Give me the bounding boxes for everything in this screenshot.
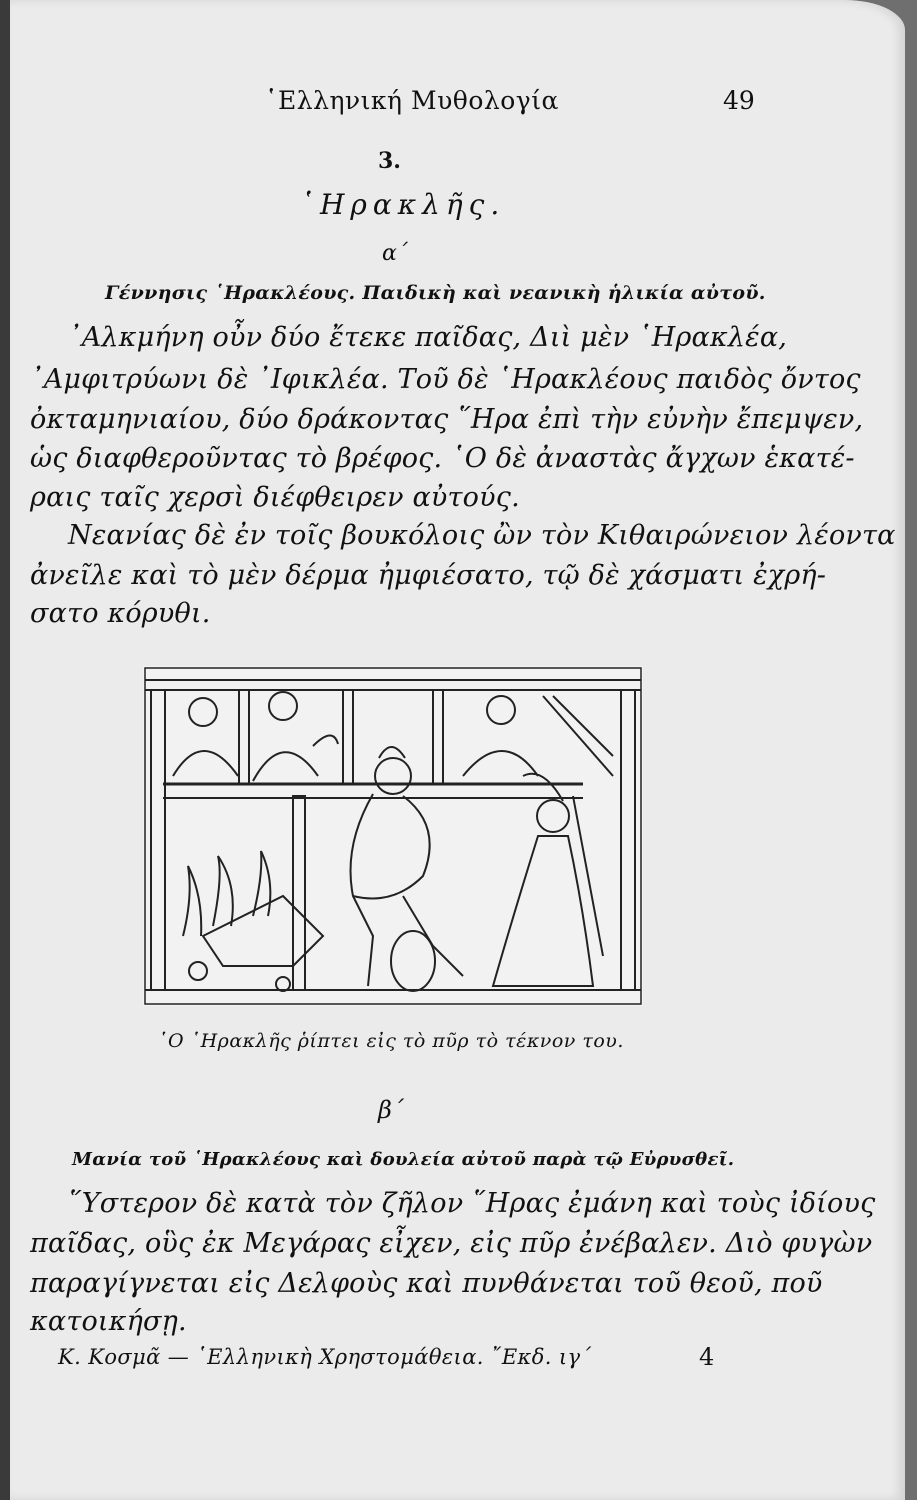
paragraph-line: ραις ταῖς χερσὶ διέφθειρεν αὐτούς. <box>30 482 520 513</box>
section-number: 3. <box>378 148 401 174</box>
subsection-heading-b: Μανία τοῦ ῾Ηρακλέους καὶ δουλεία αὐτοῦ παρὰ τῷ Εὐρυσθεῖ. <box>72 1149 735 1170</box>
paragraph-line: ᾿Αλκμήνη οὖν δύο ἔτεκε παῖδας, Διὶ μὲν ῾Ηρακλέα, <box>68 322 788 353</box>
subsection-heading-a: Γέννησις ῾Ηρακλέους. Παιδικὴ καὶ νεανικὴ ἡλικία αὐτοῦ. <box>105 282 766 304</box>
paragraph-line: παραγίγνεται εἰς Δελφοὺς καὶ πυνθάνεται τοῦ θεοῦ, ποῦ <box>30 1268 823 1299</box>
book-binding-edge <box>0 0 10 1500</box>
illustration-drawing <box>143 666 643 1006</box>
paragraph-line: ῞Υστερον δὲ κατὰ τὸν ζῆλον ῞Ηρας ἐμάνη καὶ τοὺς ἰδίους <box>68 1188 876 1219</box>
paragraph-line: ἀνεῖλε καὶ τὸ μὲν δέρμα ἠμφιέσατο, τῷ δὲ χάσματι ἐχρή- <box>30 560 827 591</box>
signature-mark: 4 <box>699 1343 715 1371</box>
subsection-marker-a: α΄ <box>382 241 408 266</box>
subsection-marker-b: β΄ <box>378 1096 404 1124</box>
paragraph-line: σατο κόρυθι. <box>30 598 211 629</box>
footer-citation: Κ. Κοσμᾶ — ῾Ελληνικὴ Χρηστομάθεια. ῎Εκδ. ιγ΄ <box>58 1345 592 1369</box>
vase-painting-illustration <box>143 666 643 1006</box>
paragraph-line: παῖδας, οὓς ἐκ Μεγάρας εἶχεν, εἰς πῦρ ἐνέβαλεν. Διὸ φυγὼν <box>30 1228 873 1259</box>
paragraph-line: Νεανίας δὲ ἐν τοῖς βουκόλοις ὢν τὸν Κιθαιρώνειον λέοντα <box>68 520 896 551</box>
section-title: ῾Ηρακλῆς. <box>300 188 506 221</box>
page-number: 49 <box>723 86 755 115</box>
paragraph-line: ᾿Αμφιτρύωνι δὲ ᾿Ιφικλέα. Τοῦ δὲ ῾Ηρακλέους παιδὸς ὄντος <box>30 364 861 395</box>
book-page <box>10 0 905 1500</box>
figure-caption: ῾Ο ῾Ηρακλῆς ῥίπτει εἰς τὸ πῦρ τὸ τέκνον του. <box>158 1030 624 1052</box>
paragraph-line: κατοικήσῃ. <box>30 1306 187 1337</box>
paragraph-line: ὡς διαφθεροῦντας τὸ βρέφος. ῾Ο δὲ ἀναστὰς ἄγχων ἑκατέ- <box>30 443 855 474</box>
paragraph-line: ὀκταμηνιαίου, δύο δράκοντας ῞Ηρα ἐπὶ τὴν εὐνὴν ἔπεμψεν, <box>30 404 864 435</box>
running-header-title: ῾Ελληνική Μυθολογία <box>265 86 559 115</box>
